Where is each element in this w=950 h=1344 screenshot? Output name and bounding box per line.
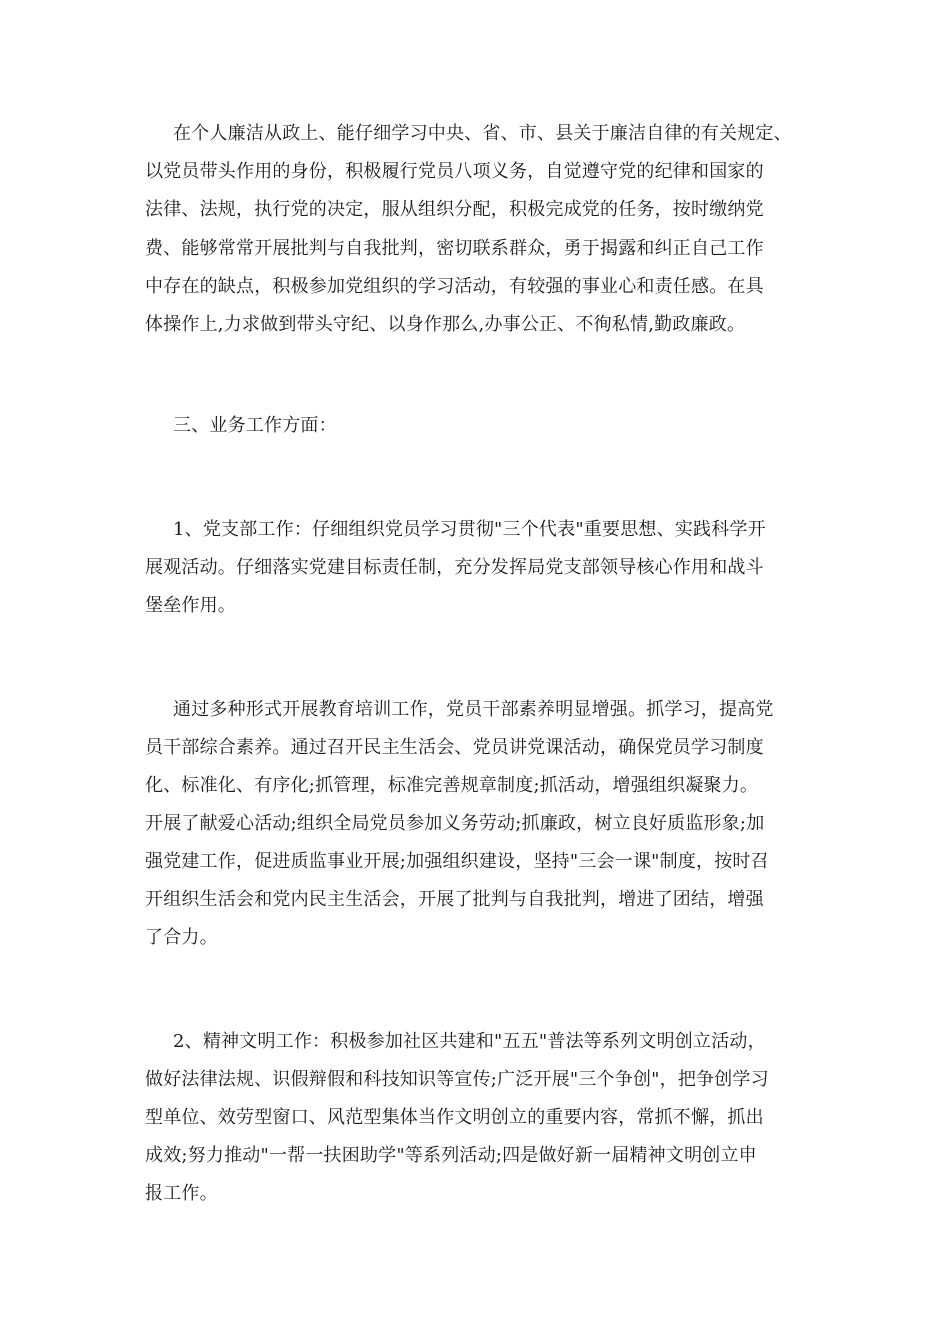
text-line: 强党建工作，促进质监事业开展;加强组织建设，坚持"三会一课"制度，按时召 xyxy=(145,851,769,872)
text-line: 开组织生活会和党内民主生活会，开展了批判与自我批判，增进了团结，增强 xyxy=(145,889,764,910)
text-line: 通过多种形式开展教育培训工作，党员干部素养明显增强。抓学习，提高党 xyxy=(173,699,774,720)
text-line: 化、标准化、有序化;抓管理，标准完善规章制度;抓活动，增强组织凝聚力。 xyxy=(145,775,759,796)
text-line: 中存在的缺点，积极参加党组织的学习活动，有较强的事业心和责任感。在具 xyxy=(145,276,764,297)
text-line: 了合力。 xyxy=(145,927,218,948)
text-line: 2、精神文明工作：积极参加社区共建和"五五"普法等系列文明创立活动， xyxy=(173,1031,766,1052)
text-line: 在个人廉洁从政上、能仔细学习中央、省、市、县关于廉洁自律的有关规定、 xyxy=(173,123,792,144)
text-line: 做好法律法规、识假辩假和科技知识等宣传;广泛开展"三个争创"，把争创学习 xyxy=(145,1069,769,1090)
text-line: 法律、法规，执行党的决定，服从组织分配，积极完成党的任务，按时缴纳党 xyxy=(145,199,764,220)
text-line: 型单位、效劳型窗口、风范型集体当作文明创立的重要内容，常抓不懈，抓出 xyxy=(145,1107,764,1128)
text-line: 费、能够常常开展批判与自我批判，密切联系群众，勇于揭露和纠正自己工作 xyxy=(145,238,764,259)
text-line: 员干部综合素养。通过召开民主生活会、党员讲党课活动，确保党员学习制度 xyxy=(145,737,764,758)
text-line: 堡垒作用。 xyxy=(145,595,236,616)
text-line: 以党员带头作用的身份，积极履行党员八项义务，自觉遵守党的纪律和国家的 xyxy=(145,161,764,182)
text-line: 开展了献爱心活动;组织全局党员参加义务劳动;抓廉政，树立良好质监形象;加 xyxy=(145,813,765,834)
text-line: 1、党支部工作：仔细组织党员学习贯彻"三个代表"重要思想、实践科学开 xyxy=(173,519,766,540)
text-line: 体操作上,力求做到带头守纪、以身作那么,办事公正、不徇私情,勤政廉政。 xyxy=(145,314,746,335)
text-line: 报工作。 xyxy=(145,1183,218,1204)
heading-text: 三、业务工作方面： xyxy=(173,415,337,436)
text-line: 展观活动。仔细落实党建目标责任制，充分发挥局党支部领导核心作用和战斗 xyxy=(145,557,764,578)
text-line: 成效;努力推动"一帮一扶困助学"等系列活动;四是做好新一届精神文明创立申 xyxy=(145,1145,757,1166)
